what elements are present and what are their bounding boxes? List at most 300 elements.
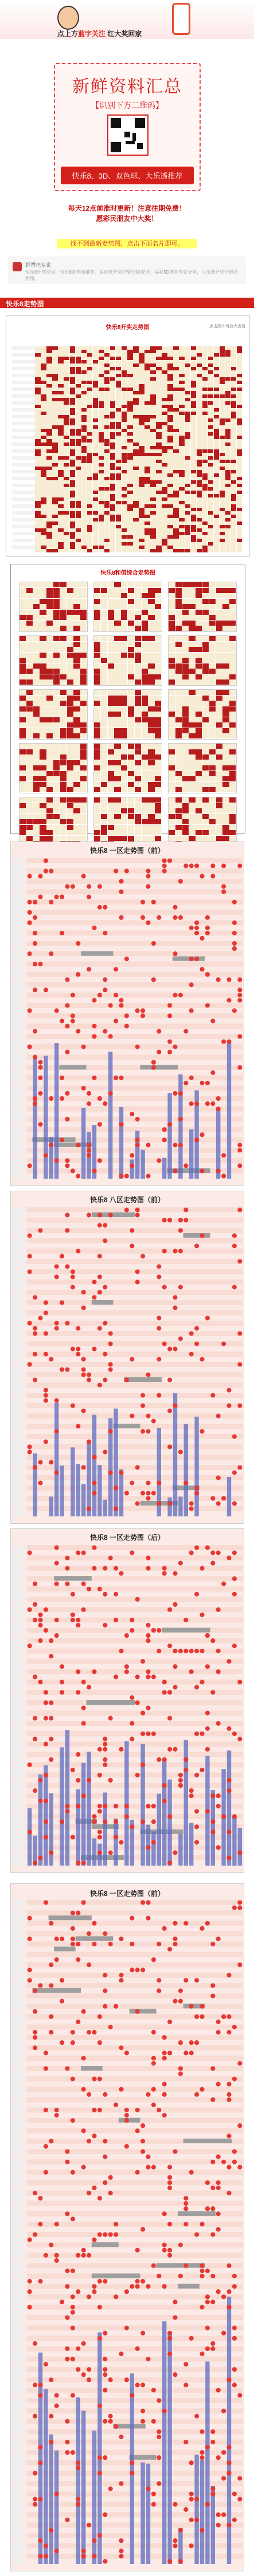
grid-cell: [231, 473, 237, 477]
grid-cell: [133, 532, 139, 535]
grid-cell: [139, 381, 144, 384]
mini-cell: [196, 830, 202, 835]
grid-cell: [70, 470, 76, 473]
grid-cell: [197, 449, 202, 453]
draw-ball: [33, 1326, 37, 1330]
grid-cell: [12, 370, 18, 374]
grid-cell: [99, 384, 104, 388]
grid-cell: [150, 415, 156, 418]
grid-cell: [87, 511, 93, 515]
grid-cell: [110, 518, 116, 521]
grid-cell: [167, 453, 173, 456]
grid-cell: [52, 432, 58, 436]
grid-cell: [139, 501, 144, 504]
grid-cell: [29, 412, 35, 415]
grid-cell: [76, 418, 81, 422]
grid-cell: [197, 460, 202, 463]
grid-cell: [12, 453, 18, 456]
draw-ball: [87, 1685, 91, 1689]
grid-cell: [12, 539, 18, 542]
row-label: [12, 1128, 25, 1132]
grid-cell: [12, 494, 18, 497]
chart-zone-8-front[interactable]: [10, 1191, 244, 1524]
grid-cell: [185, 432, 191, 436]
draw-ball: [189, 1501, 194, 1506]
draw-ball: [178, 1228, 183, 1232]
grid-cell: [191, 377, 197, 381]
grid-cell: [116, 497, 122, 501]
mini-cell: [209, 819, 216, 824]
mini-cell: [46, 690, 53, 695]
grid-cell: [185, 384, 191, 388]
draw-ball: [205, 915, 210, 920]
grid-cell: [144, 353, 150, 357]
draw-ball: [49, 1716, 53, 1721]
grid-cell: [156, 401, 162, 405]
mini-cell: [169, 582, 175, 587]
draw-ball: [49, 869, 53, 874]
grid-cell: [202, 401, 208, 405]
grid-cell: [167, 381, 173, 384]
grid-cell: [162, 432, 167, 436]
mini-cell: [175, 771, 182, 776]
grid-cell: [70, 364, 76, 367]
draw-ball: [210, 1819, 215, 1824]
grid-cell: [208, 535, 214, 539]
row-label: [12, 1618, 25, 1622]
mini-cell: [46, 679, 53, 685]
grid-cell: [144, 456, 150, 460]
grid-cell: [41, 388, 46, 391]
banner-highlight[interactable]: 蓝字关注: [78, 30, 106, 38]
mini-cell: [169, 744, 175, 749]
mini-cell: [80, 819, 87, 824]
grid-cell: [179, 418, 185, 422]
row-label: [12, 947, 25, 951]
grid-cell: [46, 484, 52, 487]
grid-cell: [52, 497, 58, 501]
row-label: [12, 905, 25, 909]
mini-cell: [40, 830, 46, 835]
grid-cell: [41, 487, 46, 491]
mini-cell: [216, 808, 222, 813]
draw-ball: [81, 1582, 86, 1586]
grid-cell: [208, 546, 214, 549]
mini-cell: [101, 771, 107, 776]
mini-cell: [53, 825, 60, 830]
grid-cell: [179, 364, 185, 367]
grid-cell: [18, 442, 24, 446]
grid-cell: [179, 515, 185, 518]
grid-cell: [46, 370, 52, 374]
grid-cell: [29, 436, 35, 439]
grid-cell: [162, 508, 167, 511]
mini-cell: [33, 712, 40, 717]
grid-cell: [173, 412, 179, 415]
qr-code[interactable]: [107, 114, 149, 156]
grid-cell: [99, 364, 104, 367]
mini-cell: [142, 733, 148, 738]
grid-cell: [156, 436, 162, 439]
draw-ball: [76, 972, 80, 977]
grid-cell: [93, 525, 99, 528]
mini-cell: [222, 636, 229, 641]
grid-cell: [70, 429, 76, 432]
grid-cell: [87, 374, 93, 377]
grid-cell: [225, 360, 231, 364]
grid-band: [27, 1127, 243, 1132]
mini-cell: [73, 722, 80, 728]
mini-cell: [46, 830, 53, 835]
grid-cell: [12, 418, 18, 422]
grid-cell: [225, 436, 231, 439]
grid-cell: [116, 367, 122, 370]
draw-ball: [216, 977, 221, 982]
mini-cell: [53, 663, 60, 669]
grid-cell: [214, 518, 220, 521]
draw-ball: [108, 1341, 113, 1346]
mini-cell: [128, 830, 134, 835]
draw-ball: [194, 1773, 199, 1777]
omission-bar: [87, 1752, 91, 1866]
draw-ball: [183, 1757, 188, 1762]
grid-cell: [133, 367, 139, 370]
mini-grid-set: [11, 578, 245, 833]
grid-cell: [87, 377, 93, 381]
grid-cell: [202, 501, 208, 504]
grid-cell: [116, 398, 122, 401]
grid-cell: [52, 511, 58, 515]
grid-cell: [179, 370, 185, 374]
grid-cell: [52, 381, 58, 384]
mini-cell: [67, 663, 73, 669]
omission-bar: [92, 2431, 96, 2564]
grid-cell: [104, 467, 110, 470]
grid-band: [27, 2429, 243, 2434]
draw-ball: [60, 931, 64, 935]
grid-cell: [29, 521, 35, 525]
mini-cell: [60, 808, 67, 813]
mini-cell: [108, 744, 114, 749]
mini-cell: [182, 582, 189, 587]
draw-ball: [65, 1024, 69, 1028]
grid-cell: [167, 535, 173, 539]
grid-cell: [99, 542, 104, 546]
draw-ball: [226, 1973, 231, 1977]
grid-cell: [93, 394, 99, 398]
grid-cell: [64, 487, 69, 491]
grid-cell: [197, 535, 202, 539]
mini-cell: [182, 679, 189, 685]
draw-ball: [33, 1582, 37, 1586]
mini-cell: [169, 808, 175, 813]
grid-cell: [64, 518, 69, 521]
chart-zone-1-back[interactable]: [10, 1528, 244, 1873]
grid-cell: [208, 408, 214, 412]
omission-bar: [130, 1159, 134, 1179]
draw-ball: [226, 1403, 231, 1408]
draw-ball: [173, 993, 177, 997]
grid-cell: [225, 463, 231, 467]
chart-kl8-trend[interactable]: [6, 315, 249, 556]
grid-cell: [81, 463, 87, 467]
grid-cell: [64, 484, 69, 487]
mini-cell: [216, 771, 222, 776]
mini-cell: [155, 669, 161, 674]
chart-kl8-sum[interactable]: [10, 564, 245, 834]
grid-cell: [35, 449, 41, 453]
mini-cell: [26, 653, 33, 658]
draw-ball: [151, 900, 156, 904]
grid-cell: [110, 535, 116, 539]
grid-cell: [12, 405, 18, 408]
row-label: [12, 1321, 25, 1325]
mini-cell: [101, 808, 107, 813]
grid-cell: [162, 521, 167, 525]
grid-cell: [225, 408, 231, 412]
mini-cell: [94, 599, 100, 604]
grid-cell: [133, 353, 139, 357]
grid-cell: [52, 412, 58, 415]
grid-cell: [167, 353, 173, 357]
draw-ball: [33, 1295, 37, 1299]
row-label: [12, 1901, 25, 1905]
grid-cell: [150, 528, 156, 532]
mini-cell: [26, 582, 33, 587]
draw-ball: [216, 1845, 221, 1850]
draw-ball: [151, 977, 156, 982]
grid-cell: [220, 377, 225, 381]
omission-bar: [238, 1828, 242, 1866]
row-label: [12, 1592, 25, 1596]
grid-cell: [231, 497, 237, 501]
mini-cell: [189, 803, 195, 808]
mini-cell: [135, 669, 141, 674]
grid-cell: [202, 353, 208, 357]
grid-cell: [24, 429, 29, 432]
mini-cell: [128, 797, 134, 803]
grid-cell: [237, 484, 243, 487]
draw-ball: [189, 1076, 194, 1080]
grid-cell: [58, 532, 64, 535]
grid-cell: [52, 546, 58, 549]
draw-ball: [54, 1561, 59, 1566]
grid-cell: [87, 405, 93, 408]
grid-cell: [231, 487, 237, 491]
mini-cell: [189, 771, 195, 776]
grid-cell: [99, 480, 104, 484]
mini-cell: [121, 604, 127, 609]
draw-ball: [49, 1962, 53, 1967]
grid-band: [27, 2533, 243, 2538]
grid-cell: [237, 436, 243, 439]
grid-band: [27, 1279, 243, 1285]
grid-cell: [133, 511, 139, 515]
mini-cell: [53, 679, 60, 685]
grid-cell: [18, 449, 24, 453]
grid-cell: [99, 477, 104, 480]
mini-cell: [128, 819, 134, 824]
grid-cell: [18, 470, 24, 473]
draw-ball: [108, 1850, 113, 1855]
mini-cell: [229, 690, 236, 695]
grid-cell: [41, 350, 46, 353]
grid-cell: [104, 453, 110, 456]
grid-cell: [225, 446, 231, 449]
grid-cell: [29, 480, 35, 484]
mini-cell: [182, 610, 189, 615]
draw-ball: [33, 1352, 37, 1356]
grid-cell: [162, 346, 167, 350]
grid-cell: [191, 473, 197, 477]
grid-cell: [173, 501, 179, 504]
grid-cell: [197, 388, 202, 391]
grid-cell: [76, 549, 81, 552]
grid-cell: [162, 542, 167, 546]
mini-cell: [80, 712, 87, 717]
grid-cell: [41, 381, 46, 384]
mini-cell: [108, 621, 114, 626]
mini-cell: [67, 690, 73, 695]
mini-cell: [67, 658, 73, 663]
draw-ball: [97, 1587, 102, 1591]
grid-cell: [104, 525, 110, 528]
mini-cell: [202, 787, 209, 792]
grid-cell: [202, 449, 208, 453]
grid-cell: [29, 470, 35, 473]
grid-cell: [24, 542, 29, 546]
draw-ball: [130, 1618, 134, 1622]
grid-cell: [93, 528, 99, 532]
mini-cell: [40, 679, 46, 685]
grid-cell: [202, 367, 208, 370]
mini-cell: [19, 636, 26, 641]
grid-cell: [173, 453, 179, 456]
highlight-bar: [92, 2274, 140, 2278]
grid-cell: [214, 364, 220, 367]
draw-ball: [200, 1233, 204, 1238]
draw-ball: [173, 1942, 177, 1946]
grid-cell: [173, 415, 179, 418]
grid-cell: [202, 484, 208, 487]
grid-cell: [133, 377, 139, 381]
draw-ball: [33, 1788, 37, 1793]
draw-ball: [49, 900, 53, 904]
omission-bar: [97, 1465, 101, 1516]
grid-cell: [144, 460, 150, 463]
grid-cell: [156, 360, 162, 364]
chart-zone-1-front-2[interactable]: [10, 1883, 244, 2571]
mini-cell: [26, 814, 33, 819]
grid-cell: [116, 460, 122, 463]
grid-cell: [144, 398, 150, 401]
mini-cell: [26, 696, 33, 701]
grid-cell: [76, 501, 81, 504]
grid-cell: [197, 401, 202, 405]
grid-cell: [139, 346, 144, 350]
mini-cell: [216, 765, 222, 771]
grid-cell: [185, 463, 191, 467]
grid-cell: [191, 360, 197, 364]
grid-cell: [70, 528, 76, 532]
row-label: [12, 1931, 25, 1935]
grid-cell: [70, 477, 76, 480]
grid-cell: [127, 432, 133, 436]
mini-cell: [53, 706, 60, 712]
mini-cell: [80, 787, 87, 792]
mini-cell: [222, 674, 229, 679]
draw-ball: [76, 1942, 80, 1946]
grid-cell: [110, 388, 116, 391]
row-label: [12, 1921, 25, 1925]
draw-ball: [130, 1228, 134, 1232]
mini-cell: [148, 669, 154, 674]
grid-band: [27, 1731, 243, 1736]
mini-cell: [142, 728, 148, 733]
row-label: [12, 1481, 25, 1485]
grid-cell: [35, 412, 41, 415]
mini-cell: [101, 701, 107, 706]
mini-cell: [40, 712, 46, 717]
row-label: [12, 988, 25, 992]
follow-banner[interactable]: [0, 0, 254, 39]
mini-cell: [175, 754, 182, 760]
grid-cell: [29, 449, 35, 453]
grid-cell: [231, 504, 237, 508]
grid-band: [27, 1680, 243, 1685]
mini-cell: [175, 663, 182, 669]
grid-cell: [64, 398, 69, 401]
grid-cell: [46, 350, 52, 353]
draw-ball: [130, 1480, 134, 1485]
mini-cell: [175, 593, 182, 598]
grid-cell: [220, 501, 225, 504]
grid-cell: [116, 494, 122, 497]
grid-cell: [18, 391, 24, 394]
grid-cell: [237, 446, 243, 449]
mini-cell: [196, 819, 202, 824]
grid-cell: [179, 429, 185, 432]
grid-cell: [29, 439, 35, 442]
account-card[interactable]: [8, 256, 246, 284]
grid-cell: [99, 549, 104, 552]
grid-cell: [191, 446, 197, 449]
grid-cell: [46, 425, 52, 429]
grid-band: [27, 1900, 243, 1905]
chart-zone-1-front[interactable]: [10, 841, 244, 1186]
grid-cell: [139, 539, 144, 542]
mini-cell: [53, 760, 60, 765]
grid-cell: [162, 539, 167, 542]
grid-cell: [202, 408, 208, 412]
mini-cell: [40, 754, 46, 760]
grid-cell: [64, 491, 69, 494]
draw-ball: [124, 869, 129, 874]
grid-cell: [133, 412, 139, 415]
grid-cell: [237, 460, 243, 463]
grid-cell: [133, 487, 139, 491]
grid-cell: [214, 353, 220, 357]
grid-cell: [197, 429, 202, 432]
mini-cell: [73, 819, 80, 824]
mini-cell: [202, 744, 209, 749]
highlight-bar: [140, 1065, 178, 1069]
grid-band: [27, 2253, 243, 2258]
grid-cell: [41, 353, 46, 357]
draw-ball: [173, 1045, 177, 1049]
mini-cell: [26, 615, 33, 620]
grid-cell: [220, 521, 225, 525]
